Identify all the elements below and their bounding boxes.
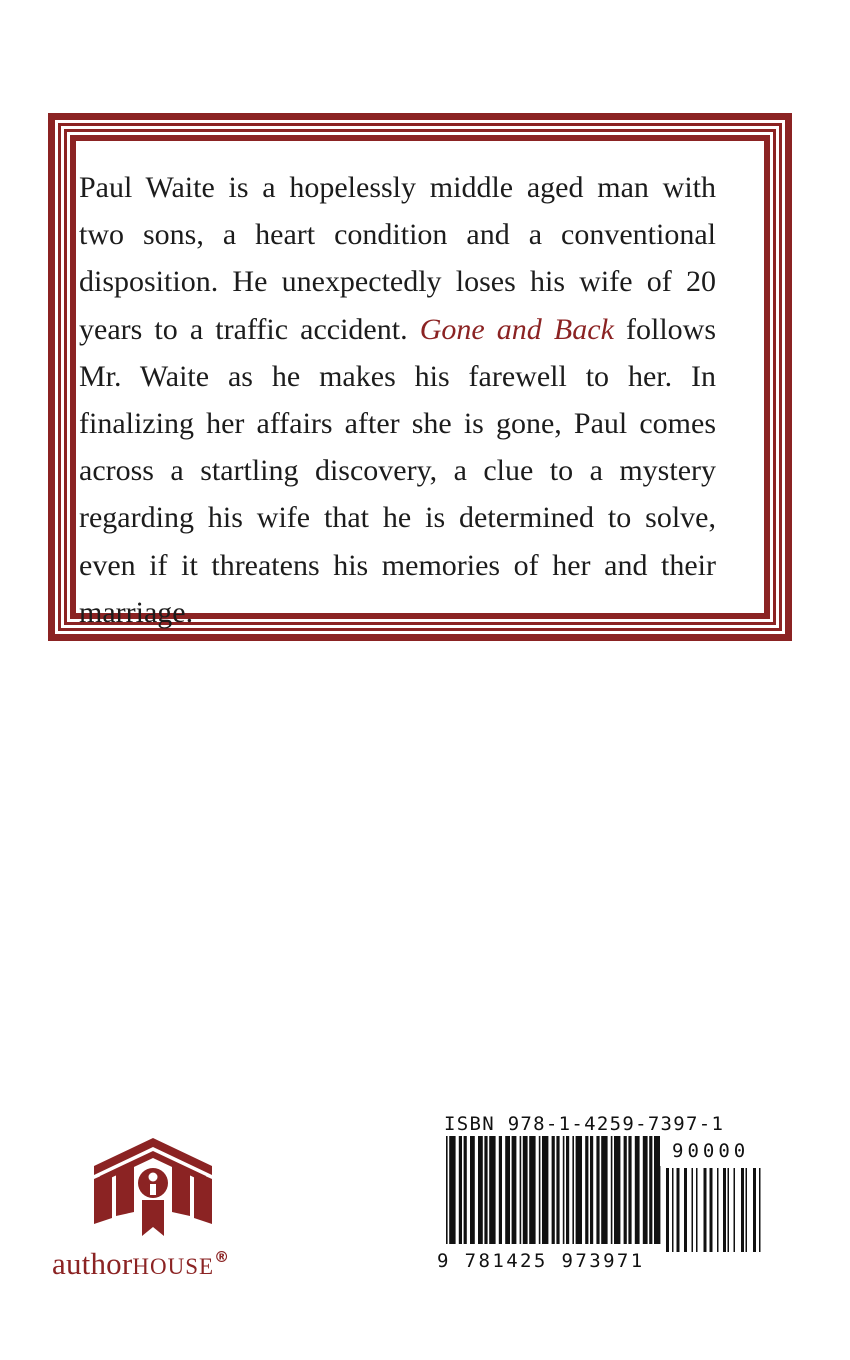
barcode-addon-bar	[753, 1168, 756, 1252]
barcode-bar	[628, 1136, 631, 1244]
barcode-bar	[459, 1136, 462, 1244]
barcode-bar	[601, 1136, 607, 1244]
barcode-addon-bar	[677, 1168, 680, 1252]
barcode-bar	[614, 1136, 620, 1244]
barcode-addon-bar	[684, 1168, 687, 1252]
barcode-bar	[512, 1136, 517, 1244]
registered-mark: ®	[214, 1248, 230, 1266]
barcode-bar	[523, 1136, 528, 1244]
barcode-bar	[624, 1136, 627, 1244]
barcode-addon-bar	[717, 1168, 719, 1252]
barcode-addon-bar	[746, 1168, 748, 1252]
barcode-addon-bar	[741, 1168, 744, 1252]
barcode-addon-bar	[672, 1168, 674, 1252]
barcode-addon-bar	[666, 1168, 669, 1252]
barcode-bar	[576, 1136, 582, 1244]
barcode-bar	[556, 1136, 559, 1244]
barcode-bar	[529, 1136, 535, 1244]
price-code: 90000	[672, 1140, 750, 1162]
barcode-addon-bar	[696, 1168, 698, 1252]
barcode-bar	[585, 1136, 588, 1244]
barcode-bar	[484, 1136, 487, 1244]
barcode-bar	[470, 1136, 475, 1244]
barcode-bar	[520, 1136, 522, 1244]
barcode-bar	[572, 1136, 574, 1244]
barcode-addon-bar	[759, 1168, 761, 1252]
barcode-bar	[635, 1136, 640, 1244]
barcode-bar	[563, 1136, 565, 1244]
barcode-bar	[449, 1136, 455, 1244]
isbn-label: ISBN 978-1-4259-7397-1	[444, 1113, 725, 1135]
blurb-text	[79, 164, 716, 636]
barcode-addon-bar	[704, 1168, 707, 1252]
barcode-bar	[489, 1136, 495, 1244]
barcode-bar	[552, 1136, 555, 1244]
barcode-bar	[542, 1136, 548, 1244]
barcode-bar	[611, 1136, 613, 1244]
barcode-bar	[464, 1136, 467, 1244]
barcode-bar	[539, 1136, 541, 1244]
barcode-addon-bar	[728, 1168, 730, 1252]
blurb-part-1: Paul Waite is a hopelessly middle aged man with two sons, a heart condition and a conventional disposition. He unexpectedly loses his wife of 20 years to a traffic accident.	[79, 171, 716, 346]
barcode-bar	[566, 1136, 569, 1244]
publisher-wordmark	[52, 1246, 229, 1282]
barcode-bar	[590, 1136, 593, 1244]
publisher-logo	[52, 1136, 272, 1286]
house-book-icon	[90, 1136, 216, 1240]
barcode-addon-bar	[710, 1168, 713, 1252]
barcode-bar	[649, 1136, 652, 1244]
blurb-part-2: follows Mr. Waite as he makes his farewell to her. In finalizing her affairs after she is gone, Paul comes across a startling discovery, a clue to a mystery regarding his wife that he is determined to solve, even if it threatens his memories of her and their marriage.	[79, 312, 717, 629]
barcode-addon-bar	[692, 1168, 694, 1252]
wordmark-house: HOUSE	[132, 1254, 215, 1279]
wordmark-author: author	[52, 1246, 133, 1281]
barcode-addon-bar	[723, 1168, 726, 1252]
barcode-bar	[596, 1136, 599, 1244]
barcode-bar	[643, 1136, 648, 1244]
book-title: Gone and Back	[419, 312, 614, 346]
barcode-addon-bar	[734, 1168, 736, 1252]
barcode-bar	[446, 1136, 448, 1244]
ean-digits: 9 781425 973971	[437, 1250, 645, 1272]
barcode-bar	[505, 1136, 510, 1244]
barcode-bar	[478, 1136, 483, 1244]
barcode-bar	[499, 1136, 502, 1244]
